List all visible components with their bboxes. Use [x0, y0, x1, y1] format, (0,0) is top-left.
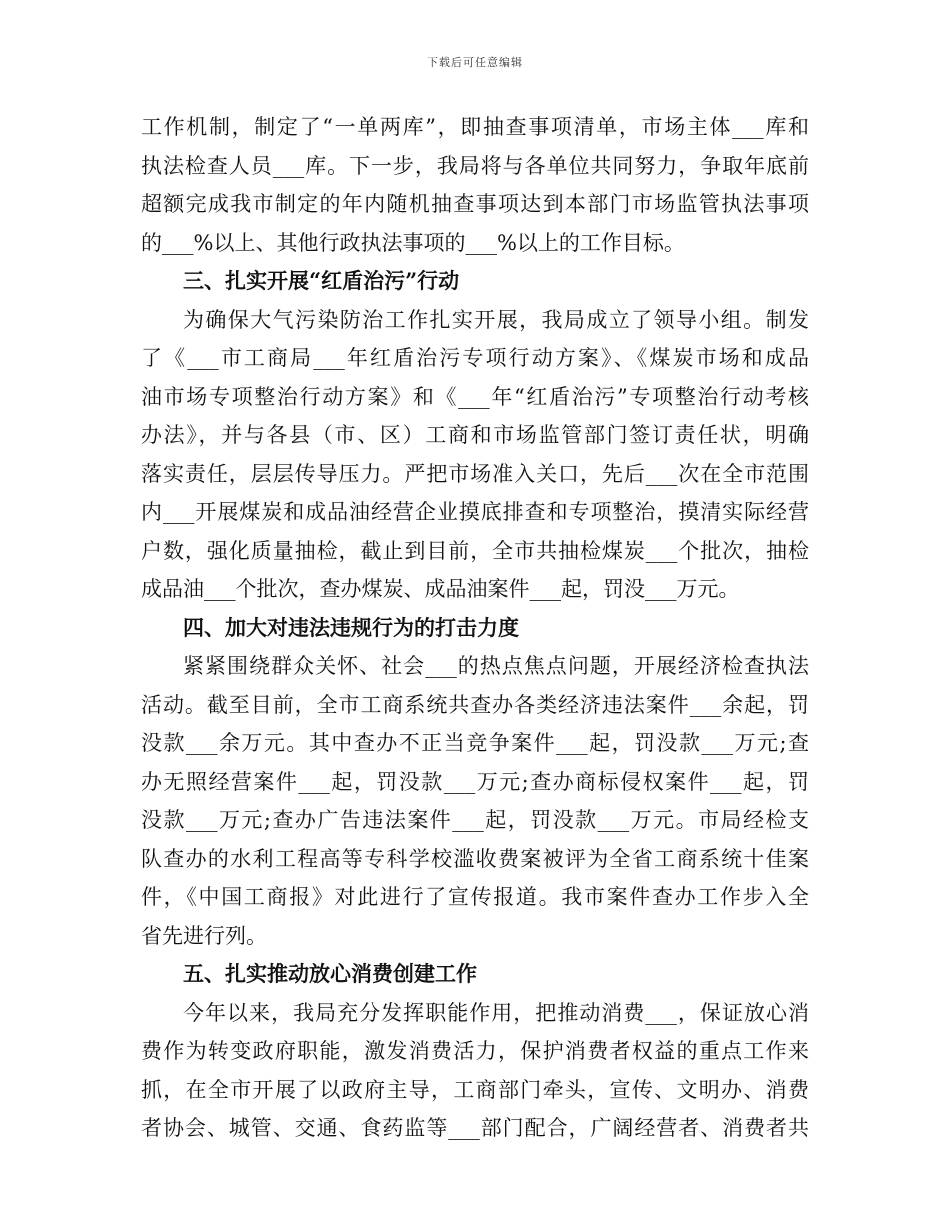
paragraph-line: 者协会、城管、交通、食药监等___部门配合，广阔经营者、消费者共 [141, 1116, 809, 1140]
paragraph-line: 今年以来，我局充分发挥职能作用，把推动消费___，保证放心消 [183, 1000, 809, 1025]
paragraph-line: 活动。截至目前，全市工商系统共查办各类经济违法案件___余起，罚 [141, 692, 809, 717]
paragraph-line: 的___%以上、其他行政执法事项的___%以上的工作目标。 [141, 230, 685, 255]
paragraph-line: 为确保大气污染防治工作扎实开展，我局成立了领导小组。制发 [183, 307, 809, 332]
paragraph-line: 成品油___个批次，查办煤炭、成品油案件___起，罚没___万元。 [141, 577, 740, 601]
paragraph-line: 油市场专项整治行动方案》和《___年“红盾治污”专项整治行动考核 [141, 384, 809, 409]
paragraph-line: 工作机制，制定了“一单两库”，即抽查事项清单，市场主体___库和 [141, 115, 809, 139]
paragraph-line: 抓，在全市开展了以政府主导，工商部门牵头，宣传、文明办、消费 [141, 1077, 809, 1102]
section-heading: 五、扎实推动放心消费创建工作 [183, 961, 477, 986]
paragraph-line: 超额完成我市制定的年内随机抽查事项达到本部门市场监管执法事项 [141, 192, 809, 216]
paragraph-line: 省先进行列。 [141, 923, 267, 948]
paragraph-line: 紧紧围绕群众关怀、社会___的热点焦点问题，开展经济检查执法 [183, 654, 809, 678]
paragraph-line: 队查办的水利工程高等专科学校滥收费案被评为全省工商系统十佳案 [141, 846, 809, 871]
section-heading: 四、加大对违法违规行为的打击力度 [183, 614, 519, 640]
paragraph-line: 办无照经营案件___起，罚没款___万元;查办商标侵权案件___起，罚 [141, 769, 809, 794]
paragraph-line: 落实责任，层层传导压力。严把市场准入关口，先后___次在全市范围 [141, 461, 809, 486]
document-body [141, 108, 809, 1148]
paragraph-line: 没款___余万元。其中查办不正当竞争案件___起，罚没款___万元;查 [141, 731, 809, 755]
paragraph-line: 户数，强化质量抽检，截止到目前，全市共抽检煤炭___个批次，抽检 [141, 538, 809, 563]
paragraph-line: 办法》，并与各县（市、区）工商和市场监管部门签订责任状，明确 [141, 423, 809, 447]
paragraph-line: 内___开展煤炭和成品油经营企业摸底排查和专项整治，摸清实际经营 [141, 500, 809, 524]
paragraph-line: 了《___市工商局___年红盾治污专项行动方案》、《煤炭市场和成品 [141, 346, 809, 370]
paragraph-line: 件，《中国工商报》对此进行了宣传报道。我市案件查办工作步入全 [141, 885, 809, 909]
page-header: 下载后可任意编辑 [427, 56, 523, 69]
paragraph-line: 没款___万元;查办广告违法案件___起，罚没款___万元。市局经检支 [141, 808, 809, 832]
section-heading: 三、扎实开展“红盾治污”行动 [183, 268, 460, 293]
paragraph-line: 执法检查人员___库。下一步，我局将与各单位共同努力，争取年底前 [141, 153, 809, 178]
paragraph-line: 费作为转变政府职能，激发消费活力，保护消费者权益的重点工作来 [141, 1039, 809, 1063]
